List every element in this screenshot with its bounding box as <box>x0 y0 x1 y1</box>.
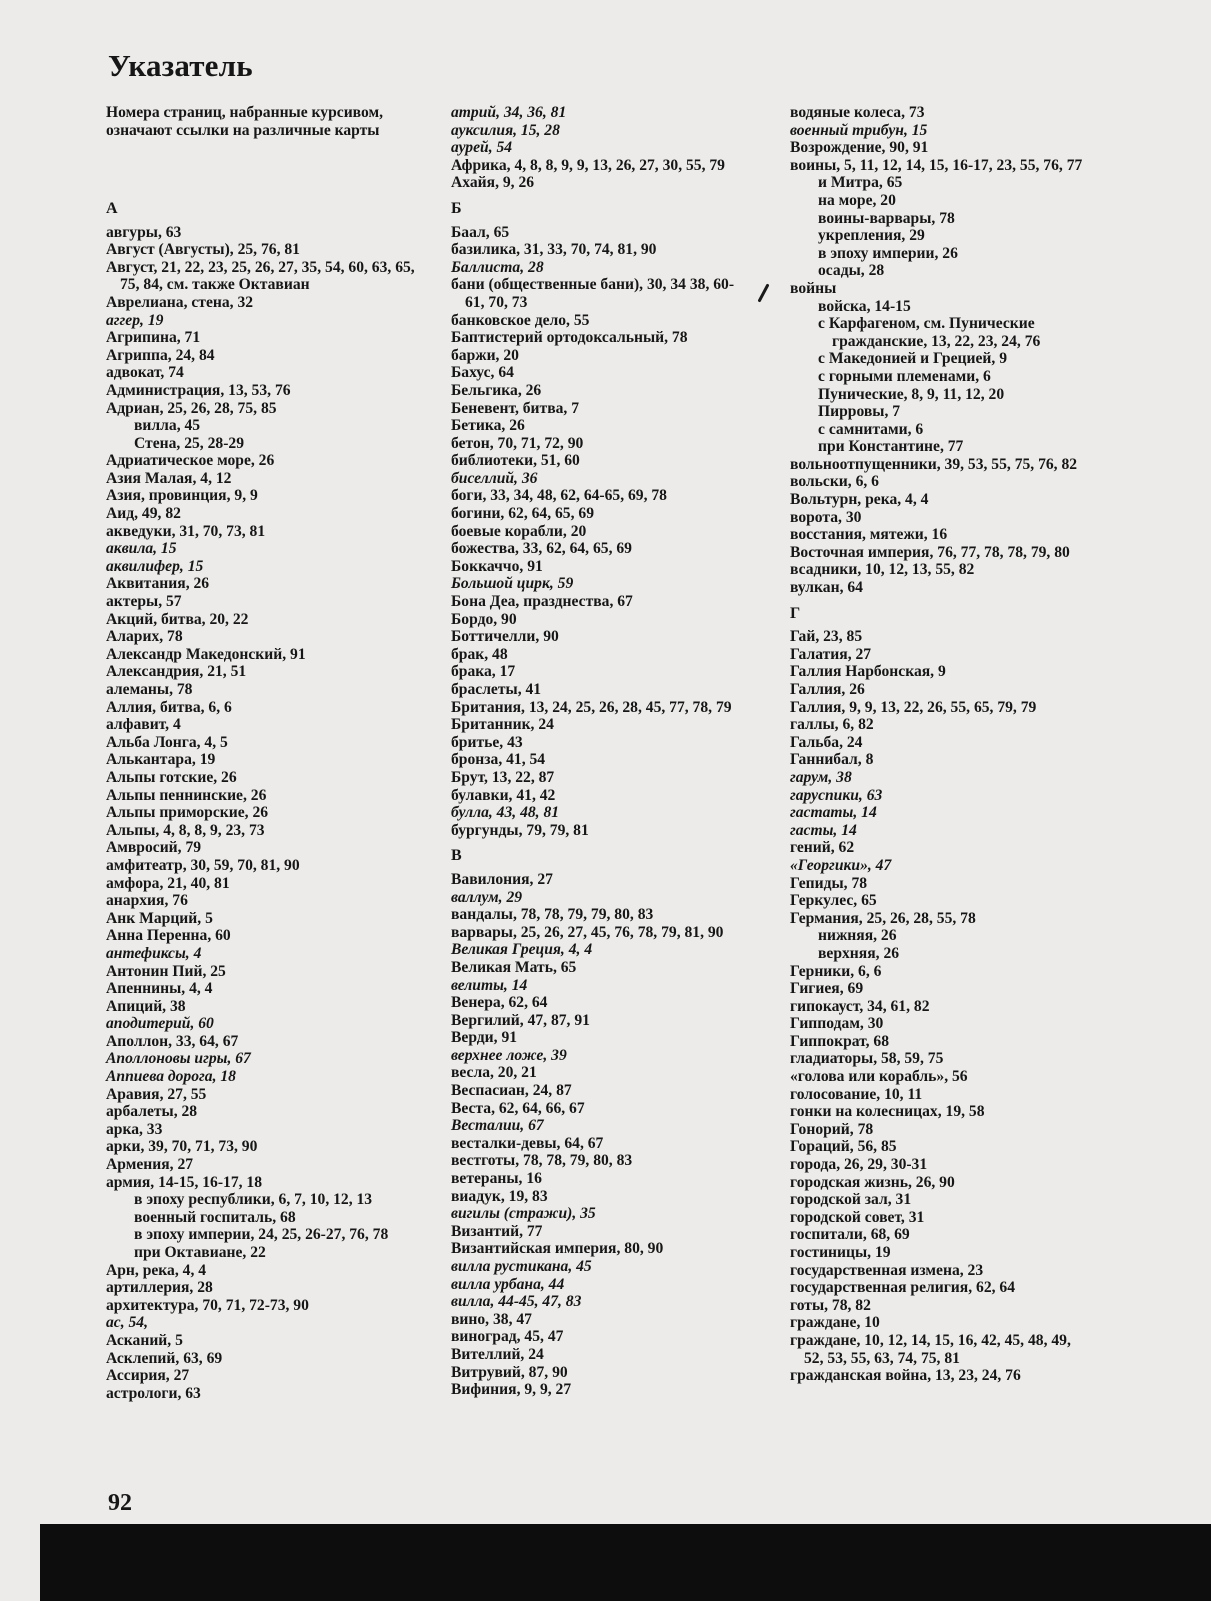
index-entry: алфавит, 4 <box>106 716 181 734</box>
index-entry: Арн, река, 4, 4 <box>106 1261 207 1279</box>
spacer <box>106 139 424 157</box>
index-entry: Возрождение, 90, 91 <box>790 139 929 157</box>
index-entry: арбалеты, 28 <box>106 1103 198 1121</box>
index-entry: Византий, 77 <box>451 1222 543 1240</box>
index-entry: архитектура, 70, 71, 72-73, 90 <box>106 1296 309 1314</box>
index-entry: Акций, битва, 20, 22 <box>106 610 249 628</box>
index-subentry: с Карфагеном, см. Пунические гражданские, 13, 22, 23, 24, 76 <box>818 315 1041 350</box>
index-entry: Аид, 49, 82 <box>106 505 181 523</box>
index-subentry: с Македонией и Грецией, 9 <box>818 350 1007 368</box>
index-entry: брак, 48 <box>451 645 508 663</box>
index-entry: Британник, 24 <box>451 716 554 734</box>
index-entry: Баал, 65 <box>451 223 510 241</box>
index-entry: «Георгики», 47 <box>790 856 892 874</box>
index-entry: арка, 33 <box>106 1120 163 1138</box>
index-entry: водяные колеса, 73 <box>790 104 925 121</box>
index-entry: Анна Перенна, 60 <box>106 927 231 945</box>
index-column-2 <box>451 104 753 1399</box>
section-letter: А <box>106 199 118 217</box>
index-entry: граждане, 10 <box>790 1314 880 1332</box>
index-entry: гений, 62 <box>790 839 855 857</box>
index-entry: Аларих, 78 <box>106 628 183 646</box>
index-entry: Адриатическое море, 26 <box>106 452 275 470</box>
index-subentry: в эпоху империи, 26 <box>818 244 958 262</box>
index-entry: Бельгика, 26 <box>451 381 542 399</box>
index-entry: боги, 33, 34, 48, 62, 64-65, 69, 78 <box>451 487 667 505</box>
index-column-1 <box>106 104 424 1402</box>
spacer <box>106 157 424 175</box>
index-entry: весла, 20, 21 <box>451 1064 537 1082</box>
index-entry: городской совет, 31 <box>790 1208 925 1226</box>
index-entry: бани (общественные бани), 30, 34 38, 60-61, 70, 73 <box>451 276 735 311</box>
index-entry: гаруспики, 63 <box>790 786 883 804</box>
index-entry: Верди, 91 <box>451 1029 518 1047</box>
index-entry: верхнее ложе, 39 <box>451 1046 567 1064</box>
index-entry: Геркулес, 65 <box>790 892 877 910</box>
index-entry: Август (Августы), 25, 76, 81 <box>106 241 300 259</box>
index-subentry: при Константине, 77 <box>818 438 964 456</box>
index-entry: астрологи, 63 <box>106 1384 201 1402</box>
section-letter: В <box>451 847 462 865</box>
index-entry: Асканий, 5 <box>106 1331 183 1349</box>
index-entry: Альпы приморские, 26 <box>106 804 269 822</box>
index-entry: Бордо, 90 <box>451 610 517 628</box>
index-entry: гостиницы, 19 <box>790 1244 891 1261</box>
index-entry: городская жизнь, 26, 90 <box>790 1173 955 1191</box>
index-entry: ас, 54, <box>106 1314 149 1332</box>
index-entry: Альпы пеннинские, 26 <box>106 786 267 804</box>
index-subentry: в эпоху республики, 6, 7, 10, 12, 13 <box>134 1191 373 1209</box>
index-entry: Баллиста, 28 <box>451 258 544 276</box>
index-entry: Боттичелли, 90 <box>451 628 559 646</box>
index-entry: Александрия, 21, 51 <box>106 663 247 681</box>
index-entry: Ахайя, 9, 26 <box>451 174 535 192</box>
index-entry: Герники, 6, 6 <box>790 962 882 980</box>
index-entry: военный трибун, 15 <box>790 121 928 139</box>
index-entry: Галатия, 27 <box>790 645 872 663</box>
index-entry: акведуки, 31, 70, 73, 81 <box>106 522 266 540</box>
index-subentry: при Октавиане, 22 <box>134 1244 266 1261</box>
index-entry: Великая Мать, 65 <box>451 958 577 976</box>
index-entry: Германия, 25, 26, 28, 55, 78 <box>790 909 976 927</box>
index-entry: Агриппа, 24, 84 <box>106 346 215 364</box>
index-entry: Венера, 62, 64 <box>451 994 548 1012</box>
index-entry: авгуры, 63 <box>106 223 182 241</box>
index-entry: Альба Лонга, 4, 5 <box>106 733 228 751</box>
index-entry: биселлий, 36 <box>451 469 538 487</box>
index-entry: актеры, 57 <box>106 593 182 611</box>
index-entry: воины, 5, 11, 12, 14, 15, 16-17, 23, 55, 76, 77 <box>790 156 1083 174</box>
index-subentry: осады, 28 <box>818 262 885 280</box>
index-entry: ветераны, 16 <box>451 1170 542 1188</box>
index-entry: Август, 21, 22, 23, 25, 26, 27, 35, 54, 60, 63, 65, 75, 84, см. также Октавиан <box>106 258 415 294</box>
index-subentry: Стена, 25, 28-29 <box>134 434 244 452</box>
index-entry: Вителлий, 24 <box>451 1345 544 1363</box>
index-entry: гладиаторы, 58, 59, 75 <box>790 1050 944 1068</box>
index-entry: ауксилия, 15, 28 <box>451 121 560 139</box>
index-subentry: вилла, 45 <box>134 417 201 435</box>
index-entry: гонки на колесницах, 19, 58 <box>790 1103 985 1121</box>
index-entry: богини, 62, 64, 65, 69 <box>451 505 594 523</box>
index-subentry: с горными племенами, 6 <box>818 367 991 385</box>
index-entry: библиотеки, 51, 60 <box>451 452 580 470</box>
index-entry: весталки-девы, 64, 67 <box>451 1134 604 1152</box>
index-entry: Вавилония, 27 <box>451 870 553 888</box>
index-entry: Александр Македонский, 91 <box>106 645 306 663</box>
index-entry: Британия, 13, 24, 25, 26, 28, 45, 77, 78, 79 <box>451 698 732 716</box>
index-entry: аурей, 54 <box>451 139 513 157</box>
index-entry: гарум, 38 <box>790 768 852 786</box>
index-entry: Веспасиан, 24, 87 <box>451 1082 572 1100</box>
index-entry: баржи, 20 <box>451 346 519 364</box>
index-entry: аподитерий, 60 <box>106 1015 214 1033</box>
index-entry: Гораций, 56, 85 <box>790 1138 897 1156</box>
index-entry: всадники, 10, 12, 13, 55, 82 <box>790 561 975 579</box>
index-entry: Азия, провинция, 9, 9 <box>106 487 258 505</box>
index-entry: Алькантара, 19 <box>106 751 216 769</box>
section-letter: Г <box>790 604 801 622</box>
index-entry: виадук, 19, 83 <box>451 1187 548 1205</box>
index-entry: артиллерия, 28 <box>106 1279 213 1297</box>
index-entry: анархия, 76 <box>106 892 188 910</box>
index-subentry: на море, 20 <box>818 191 896 209</box>
index-entry: Веста, 62, 64, 66, 67 <box>451 1099 585 1117</box>
index-entry: аквила, 15 <box>106 540 177 558</box>
pen-mark <box>757 283 769 302</box>
index-entry: Вергилий, 47, 87, 91 <box>451 1011 590 1029</box>
index-entry: виноград, 45, 47 <box>451 1328 564 1346</box>
index-entry: Аполлоновы игры, 67 <box>106 1050 251 1068</box>
index-entry: брака, 17 <box>451 663 516 681</box>
index-entry: Боккаччо, 91 <box>451 557 543 575</box>
index-entry: голосование, 10, 11 <box>790 1085 923 1103</box>
index-entry: булла, 43, 48, 81 <box>451 804 560 822</box>
index-entry: вандалы, 78, 78, 79, 79, 80, 83 <box>451 906 654 924</box>
index-entry: амфора, 21, 40, 81 <box>106 874 230 892</box>
index-entry: варвары, 25, 26, 27, 45, 76, 78, 79, 81, 90 <box>451 923 724 941</box>
index-entry: Восточная империя, 76, 77, 78, 78, 79, 80 <box>790 543 1070 561</box>
index-entry: валлум, 29 <box>451 888 523 906</box>
index-subentry: и Митра, 65 <box>818 174 903 192</box>
index-entry: алеманы, 78 <box>106 681 193 698</box>
index-entry: Агрипина, 71 <box>106 329 201 347</box>
index-entry: Аравия, 27, 55 <box>106 1085 207 1103</box>
index-entry: вольноотпущенники, 39, 53, 55, 75, 76, 82 <box>790 455 1078 473</box>
index-entry: Анк Марций, 5 <box>106 909 213 927</box>
index-entry: «голова или корабль», 56 <box>790 1068 968 1086</box>
index-entry: госпитали, 68, 69 <box>790 1226 910 1244</box>
index-entry: Византийская империя, 80, 90 <box>451 1240 664 1258</box>
section-letter: Б <box>451 199 462 217</box>
index-entry: Африка, 4, 8, 8, 9, 9, 13, 26, 27, 30, 55, 79 <box>451 156 725 174</box>
scan-edge-band <box>40 1524 1211 1601</box>
index-entry: вигилы (стражи), 35 <box>451 1205 596 1223</box>
index-entry: гастаты, 14 <box>790 804 877 822</box>
index-entry: государственная измена, 23 <box>790 1261 984 1279</box>
index-entry: города, 26, 29, 30-31 <box>790 1156 928 1174</box>
index-entry: Гепиды, 78 <box>790 874 868 892</box>
index-entry: Апиций, 38 <box>106 997 186 1015</box>
index-entry: Гонорий, 78 <box>790 1120 874 1138</box>
index-entry: вилла, 44-45, 47, 83 <box>451 1293 582 1311</box>
index-entry: Гай, 23, 85 <box>790 628 863 646</box>
index-entry: Гипподам, 30 <box>790 1015 884 1033</box>
index-entry: Гигиея, 69 <box>790 980 864 998</box>
index-entry: аквилифер, 15 <box>106 557 204 575</box>
index-entry: Ганнибал, 8 <box>790 751 874 769</box>
index-entry: арки, 39, 70, 71, 73, 90 <box>106 1138 258 1156</box>
index-entry: амфитеатр, 30, 59, 70, 81, 90 <box>106 856 300 874</box>
index-entry: Альпы, 4, 8, 8, 9, 23, 73 <box>106 821 265 839</box>
index-entry: Баптистерий ортодоксальный, 78 <box>451 329 688 347</box>
index-entry: булавки, 41, 42 <box>451 786 556 804</box>
index-entry: Весталии, 67 <box>451 1117 544 1135</box>
index-entry: бритье, 43 <box>451 733 523 751</box>
index-entry: божества, 33, 62, 64, 65, 69 <box>451 540 632 558</box>
index-entry: Галлия Нарбонская, 9 <box>790 663 946 681</box>
index-entry: Альпы готские, 26 <box>106 768 237 786</box>
index-entry: банковское дело, 55 <box>451 311 590 329</box>
index-subentry: верхняя, 26 <box>818 944 900 962</box>
index-entry: Вольтурн, река, 4, 4 <box>790 491 929 509</box>
index-entry: Антонин Пий, 25 <box>106 962 226 980</box>
index-entry: антефиксы, 4 <box>106 944 202 962</box>
index-entry: базилика, 31, 33, 70, 74, 81, 90 <box>451 241 657 259</box>
index-entry: галлы, 6, 82 <box>790 716 874 734</box>
index-entry: гипокауст, 34, 61, 82 <box>790 997 930 1015</box>
index-entry: бетон, 70, 71, 72, 90 <box>451 434 584 452</box>
index-entry: Большой цирк, 59 <box>451 575 574 593</box>
index-subentry: укрепления, 29 <box>818 227 925 245</box>
index-subentry: с самнитами, 6 <box>818 420 924 438</box>
index-entry: войны <box>790 279 837 297</box>
index-entry: Амвросий, 79 <box>106 839 202 857</box>
index-subentry: Пирровы, 7 <box>818 403 901 421</box>
index-entry: Брут, 13, 22, 87 <box>451 768 555 786</box>
index-entry: Витрувий, 87, 90 <box>451 1363 568 1381</box>
index-entry: Бахус, 64 <box>451 364 514 382</box>
index-entry: вулкан, 64 <box>790 579 863 597</box>
index-entry: Бона Деа, празднества, 67 <box>451 593 633 611</box>
index-entry: боевые корабли, 20 <box>451 522 587 540</box>
index-entry: Галлия, 9, 9, 13, 22, 26, 55, 65, 79, 79 <box>790 698 1037 716</box>
index-subentry: нижняя, 26 <box>818 927 897 945</box>
index-entry: Беневент, битва, 7 <box>451 399 580 417</box>
index-entry: гасты, 14 <box>790 821 857 839</box>
index-entry: аггер, 19 <box>106 311 164 329</box>
index-entry: вилла урбана, 44 <box>451 1275 565 1293</box>
index-entry: граждане, 10, 12, 14, 15, 16, 42, 45, 48, 49, 52, 53, 55, 63, 74, 75, 81 <box>790 1331 1071 1367</box>
index-entry: восстания, мятежи, 16 <box>790 526 948 544</box>
index-entry: браслеты, 41 <box>451 681 542 698</box>
index-entry: адвокат, 74 <box>106 364 184 382</box>
index-entry: вестготы, 78, 78, 79, 80, 83 <box>451 1152 633 1170</box>
index-subentry: военный госпиталь, 68 <box>134 1208 296 1226</box>
index-entry: Адриан, 25, 26, 28, 75, 85 <box>106 399 277 417</box>
index-entry: Галлия, 26 <box>790 681 865 698</box>
index-intro-note: Номера страниц, набранные курсивом, означают ссылки на различные карты <box>106 104 384 139</box>
index-entry: Апеннины, 4, 4 <box>106 980 213 998</box>
index-entry: готы, 78, 82 <box>790 1296 871 1314</box>
index-entry: вино, 38, 47 <box>451 1310 532 1328</box>
index-column-3 <box>790 104 1090 1385</box>
index-subentry: воины-варвары, 78 <box>818 209 955 227</box>
index-entry: бургунды, 79, 79, 81 <box>451 821 589 839</box>
index-entry: Гиппократ, 68 <box>790 1032 890 1050</box>
page-number: 92 <box>108 1490 132 1516</box>
index-entry: Гальба, 24 <box>790 733 863 751</box>
index-subentry: Пунические, 8, 9, 11, 12, 20 <box>818 385 1005 403</box>
index-subentry: войска, 14-15 <box>818 297 911 315</box>
spacer <box>106 174 424 192</box>
index-entry: государственная религия, 62, 64 <box>790 1279 1016 1297</box>
index-entry: Асклепий, 63, 69 <box>106 1349 223 1367</box>
index-entry: Аллия, битва, 6, 6 <box>106 698 232 716</box>
index-entry: Великая Греция, 4, 4 <box>451 941 593 959</box>
index-entry: атрий, 34, 36, 81 <box>451 104 567 121</box>
index-entry: велиты, 14 <box>451 976 528 994</box>
index-entry: вилла рустикана, 45 <box>451 1258 592 1275</box>
index-entry: армия, 14-15, 16-17, 18 <box>106 1173 263 1191</box>
index-entry: городской зал, 31 <box>790 1191 912 1209</box>
index-entry: Аппиева дорога, 18 <box>106 1068 236 1086</box>
index-entry: Бетика, 26 <box>451 417 525 435</box>
index-entry: Аврелиана, стена, 32 <box>106 293 254 311</box>
index-entry: Армения, 27 <box>106 1156 194 1174</box>
index-subentry: в эпоху империи, 24, 25, 26-27, 76, 78 <box>134 1226 389 1244</box>
index-entry: Азия Малая, 4, 12 <box>106 469 232 487</box>
index-entry: Администрация, 13, 53, 76 <box>106 381 291 399</box>
page-title: Указатель <box>108 48 253 83</box>
index-entry: бронза, 41, 54 <box>451 751 546 769</box>
index-entry: Вифиния, 9, 9, 27 <box>451 1381 572 1399</box>
index-entry: вольски, 6, 6 <box>790 473 879 491</box>
index-entry: ворота, 30 <box>790 508 862 526</box>
index-entry: Ассирия, 27 <box>106 1367 190 1385</box>
index-entry: гражданская война, 13, 23, 24, 76 <box>790 1367 1021 1385</box>
index-entry: Аполлон, 33, 64, 67 <box>106 1032 239 1050</box>
index-entry: Аквитания, 26 <box>106 575 210 593</box>
